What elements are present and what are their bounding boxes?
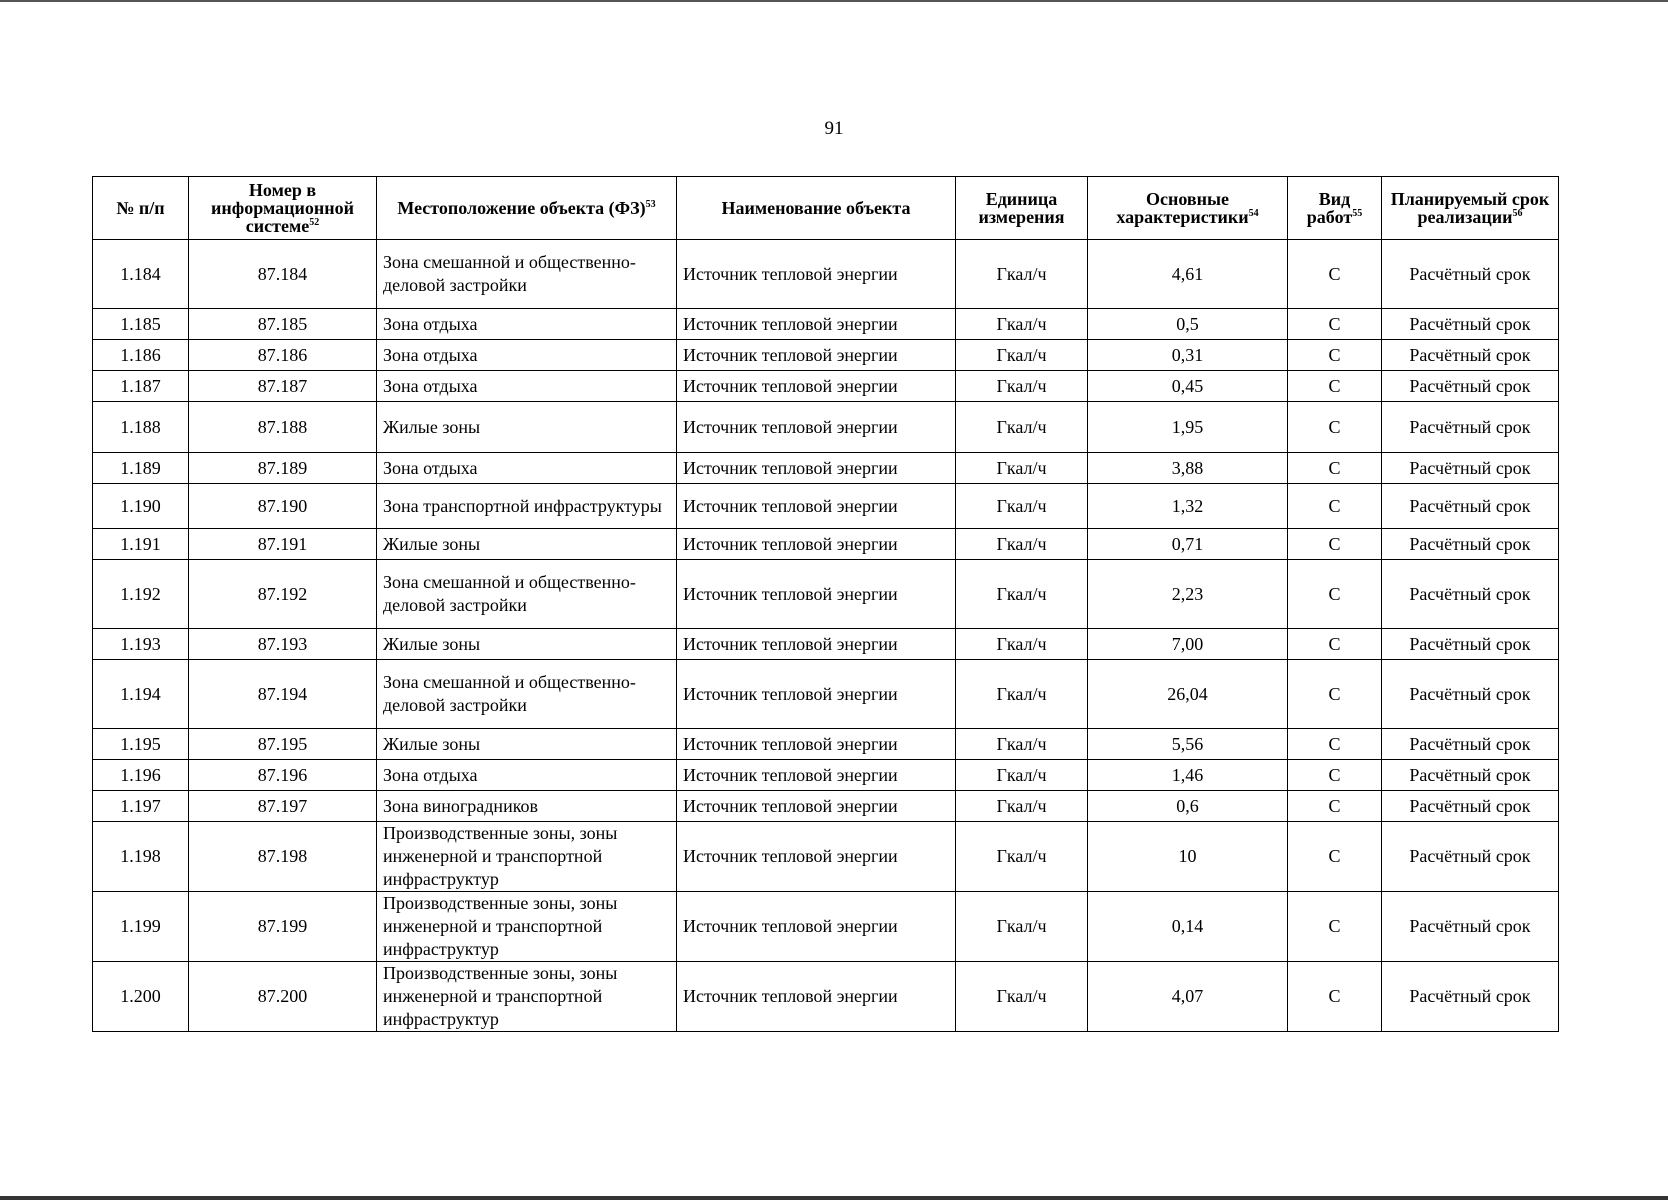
row-term: Расчётный срок bbox=[1382, 402, 1559, 453]
row-work-type: С bbox=[1288, 822, 1382, 892]
row-value: 1,32 bbox=[1088, 484, 1288, 529]
row-location: Зона виноградников bbox=[377, 791, 677, 822]
row-num: 1.193 bbox=[93, 629, 189, 660]
row-work-type: С bbox=[1288, 340, 1382, 371]
row-name: Источник тепловой энергии bbox=[677, 560, 956, 629]
row-unit: Гкал/ч bbox=[956, 729, 1088, 760]
row-code: 87.191 bbox=[189, 529, 377, 560]
row-value: 2,23 bbox=[1088, 560, 1288, 629]
table-row bbox=[93, 560, 1559, 629]
row-name: Источник тепловой энергии bbox=[677, 340, 956, 371]
row-term: Расчётный срок bbox=[1382, 560, 1559, 629]
table-row bbox=[93, 791, 1559, 822]
row-term: Расчётный срок bbox=[1382, 629, 1559, 660]
row-name: Источник тепловой энергии bbox=[677, 892, 956, 962]
row-code: 87.200 bbox=[189, 962, 377, 1032]
row-name: Источник тепловой энергии bbox=[677, 660, 956, 729]
row-unit: Гкал/ч bbox=[956, 892, 1088, 962]
header-term: Планируемый срок реализации$^{56}$ bbox=[1382, 177, 1559, 240]
table-row bbox=[93, 240, 1559, 309]
row-value: 0,6 bbox=[1088, 791, 1288, 822]
row-value: 0,5 bbox=[1088, 309, 1288, 340]
row-term: Расчётный срок bbox=[1382, 892, 1559, 962]
row-term: Расчётный срок bbox=[1382, 660, 1559, 729]
row-num: 1.190 bbox=[93, 484, 189, 529]
row-work-type: С bbox=[1288, 560, 1382, 629]
row-unit: Гкал/ч bbox=[956, 309, 1088, 340]
row-work-type: С bbox=[1288, 791, 1382, 822]
row-num: 1.192 bbox=[93, 560, 189, 629]
row-term: Расчётный срок bbox=[1382, 760, 1559, 791]
header-characteristics: Основные характеристики$^{54}$ bbox=[1088, 177, 1288, 240]
row-name: Источник тепловой энергии bbox=[677, 791, 956, 822]
row-code: 87.189 bbox=[189, 453, 377, 484]
row-unit: Гкал/ч bbox=[956, 560, 1088, 629]
row-term: Расчётный срок bbox=[1382, 340, 1559, 371]
row-name: Источник тепловой энергии bbox=[677, 453, 956, 484]
header-work-type: Вид работ$^{55}$ bbox=[1288, 177, 1382, 240]
row-name: Источник тепловой энергии bbox=[677, 962, 956, 1032]
row-name: Источник тепловой энергии bbox=[677, 309, 956, 340]
row-num: 1.198 bbox=[93, 822, 189, 892]
row-location: Жилые зоны bbox=[377, 402, 677, 453]
row-name: Источник тепловой энергии bbox=[677, 760, 956, 791]
row-unit: Гкал/ч bbox=[956, 240, 1088, 309]
row-code: 87.186 bbox=[189, 340, 377, 371]
row-location: Зона отдыха bbox=[377, 309, 677, 340]
row-name: Источник тепловой энергии bbox=[677, 629, 956, 660]
row-location: Зона смешанной и общественно-деловой застройки bbox=[377, 660, 677, 729]
row-value: 26,04 bbox=[1088, 660, 1288, 729]
table-row bbox=[93, 484, 1559, 529]
row-location: Зона транспортной инфраструктуры bbox=[377, 484, 677, 529]
row-term: Расчётный срок bbox=[1382, 529, 1559, 560]
row-num: 1.184 bbox=[93, 240, 189, 309]
row-term: Расчётный срок bbox=[1382, 453, 1559, 484]
row-location: Зона отдыха bbox=[377, 371, 677, 402]
page-number: 91 bbox=[824, 118, 844, 139]
row-value: 3,88 bbox=[1088, 453, 1288, 484]
row-unit: Гкал/ч bbox=[956, 484, 1088, 529]
row-work-type: С bbox=[1288, 760, 1382, 791]
row-num: 1.186 bbox=[93, 340, 189, 371]
row-work-type: С bbox=[1288, 309, 1382, 340]
row-name: Источник тепловой энергии bbox=[677, 240, 956, 309]
row-code: 87.199 bbox=[189, 892, 377, 962]
row-num: 1.199 bbox=[93, 892, 189, 962]
row-work-type: С bbox=[1288, 892, 1382, 962]
row-value: 1,46 bbox=[1088, 760, 1288, 791]
row-num: 1.185 bbox=[93, 309, 189, 340]
row-term: Расчётный срок bbox=[1382, 309, 1559, 340]
row-term: Расчётный срок bbox=[1382, 729, 1559, 760]
row-value: 0,31 bbox=[1088, 340, 1288, 371]
row-value: 4,61 bbox=[1088, 240, 1288, 309]
row-name: Источник тепловой энергии bbox=[677, 729, 956, 760]
row-work-type: С bbox=[1288, 729, 1382, 760]
header-num: № п/п bbox=[93, 177, 189, 240]
row-work-type: С bbox=[1288, 484, 1382, 529]
row-value: 4,07 bbox=[1088, 962, 1288, 1032]
scan-edge-top bbox=[0, 0, 1668, 2]
row-code: 87.190 bbox=[189, 484, 377, 529]
row-num: 1.191 bbox=[93, 529, 189, 560]
row-work-type: С bbox=[1288, 962, 1382, 1032]
row-location: Зона отдыха bbox=[377, 453, 677, 484]
row-num: 1.188 bbox=[93, 402, 189, 453]
row-value: 5,56 bbox=[1088, 729, 1288, 760]
row-value: 7,00 bbox=[1088, 629, 1288, 660]
row-code: 87.185 bbox=[189, 309, 377, 340]
row-code: 87.198 bbox=[189, 822, 377, 892]
row-unit: Гкал/ч bbox=[956, 791, 1088, 822]
row-work-type: С bbox=[1288, 529, 1382, 560]
row-term: Расчётный срок bbox=[1382, 822, 1559, 892]
row-location: Зона отдыха bbox=[377, 760, 677, 791]
table-row bbox=[93, 402, 1559, 453]
row-code: 87.192 bbox=[189, 560, 377, 629]
table-row bbox=[93, 529, 1559, 560]
table-row bbox=[93, 962, 1559, 1032]
row-unit: Гкал/ч bbox=[956, 402, 1088, 453]
row-term: Расчётный срок bbox=[1382, 371, 1559, 402]
row-work-type: С bbox=[1288, 629, 1382, 660]
row-num: 1.194 bbox=[93, 660, 189, 729]
row-location: Зона смешанной и общественно-деловой застройки bbox=[377, 240, 677, 309]
row-name: Источник тепловой энергии bbox=[677, 402, 956, 453]
row-location: Жилые зоны bbox=[377, 629, 677, 660]
row-name: Источник тепловой энергии bbox=[677, 822, 956, 892]
row-name: Источник тепловой энергии bbox=[677, 371, 956, 402]
table-header-row bbox=[93, 177, 1559, 240]
table-row bbox=[93, 822, 1559, 892]
table-row bbox=[93, 340, 1559, 371]
row-term: Расчётный срок bbox=[1382, 484, 1559, 529]
header-name: Наименование объекта bbox=[677, 177, 956, 240]
row-num: 1.195 bbox=[93, 729, 189, 760]
row-code: 87.187 bbox=[189, 371, 377, 402]
row-work-type: С bbox=[1288, 240, 1382, 309]
table-row bbox=[93, 309, 1559, 340]
row-code: 87.188 bbox=[189, 402, 377, 453]
row-num: 1.197 bbox=[93, 791, 189, 822]
row-value: 0,45 bbox=[1088, 371, 1288, 402]
row-term: Расчётный срок bbox=[1382, 791, 1559, 822]
row-unit: Гкал/ч bbox=[956, 340, 1088, 371]
row-work-type: С bbox=[1288, 402, 1382, 453]
row-code: 87.184 bbox=[189, 240, 377, 309]
row-num: 1.200 bbox=[93, 962, 189, 1032]
row-code: 87.195 bbox=[189, 729, 377, 760]
table-row bbox=[93, 629, 1559, 660]
row-term: Расчётный срок bbox=[1382, 240, 1559, 309]
header-unit: Единица измерения bbox=[956, 177, 1088, 240]
table-row bbox=[93, 729, 1559, 760]
row-name: Источник тепловой энергии bbox=[677, 484, 956, 529]
row-unit: Гкал/ч bbox=[956, 453, 1088, 484]
row-num: 1.196 bbox=[93, 760, 189, 791]
row-location: Зона отдыха bbox=[377, 340, 677, 371]
table-row bbox=[93, 453, 1559, 484]
row-location: Производственные зоны, зоны инженерной и транспортной инфраструктур bbox=[377, 962, 677, 1032]
row-location: Зона смешанной и общественно-деловой застройки bbox=[377, 560, 677, 629]
row-unit: Гкал/ч bbox=[956, 760, 1088, 791]
row-code: 87.196 bbox=[189, 760, 377, 791]
row-value: 1,95 bbox=[1088, 402, 1288, 453]
row-location: Жилые зоны bbox=[377, 729, 677, 760]
row-work-type: С bbox=[1288, 371, 1382, 402]
header-location: Местоположение объекта (ФЗ)$^{53}$ bbox=[377, 177, 677, 240]
table-row bbox=[93, 892, 1559, 962]
table-row bbox=[93, 371, 1559, 402]
table-row bbox=[93, 760, 1559, 791]
row-code: 87.193 bbox=[189, 629, 377, 660]
objects-table bbox=[92, 176, 1559, 1032]
row-location: Производственные зоны, зоны инженерной и транспортной инфраструктур bbox=[377, 822, 677, 892]
header-code: Номер в информационной системе$^{52}$ bbox=[189, 177, 377, 240]
row-location: Производственные зоны, зоны инженерной и транспортной инфраструктур bbox=[377, 892, 677, 962]
row-work-type: С bbox=[1288, 660, 1382, 729]
row-code: 87.197 bbox=[189, 791, 377, 822]
row-work-type: С bbox=[1288, 453, 1382, 484]
row-value: 0,71 bbox=[1088, 529, 1288, 560]
row-unit: Гкал/ч bbox=[956, 529, 1088, 560]
row-code: 87.194 bbox=[189, 660, 377, 729]
row-name: Источник тепловой энергии bbox=[677, 529, 956, 560]
row-unit: Гкал/ч bbox=[956, 629, 1088, 660]
row-value: 0,14 bbox=[1088, 892, 1288, 962]
row-location: Жилые зоны bbox=[377, 529, 677, 560]
row-unit: Гкал/ч bbox=[956, 660, 1088, 729]
row-value: 10 bbox=[1088, 822, 1288, 892]
scan-edge-bottom bbox=[0, 1196, 1668, 1200]
row-unit: Гкал/ч bbox=[956, 371, 1088, 402]
row-term: Расчётный срок bbox=[1382, 962, 1559, 1032]
row-num: 1.187 bbox=[93, 371, 189, 402]
row-num: 1.189 bbox=[93, 453, 189, 484]
table-row bbox=[93, 660, 1559, 729]
row-unit: Гкал/ч bbox=[956, 962, 1088, 1032]
table-body bbox=[93, 240, 1559, 1032]
row-unit: Гкал/ч bbox=[956, 822, 1088, 892]
